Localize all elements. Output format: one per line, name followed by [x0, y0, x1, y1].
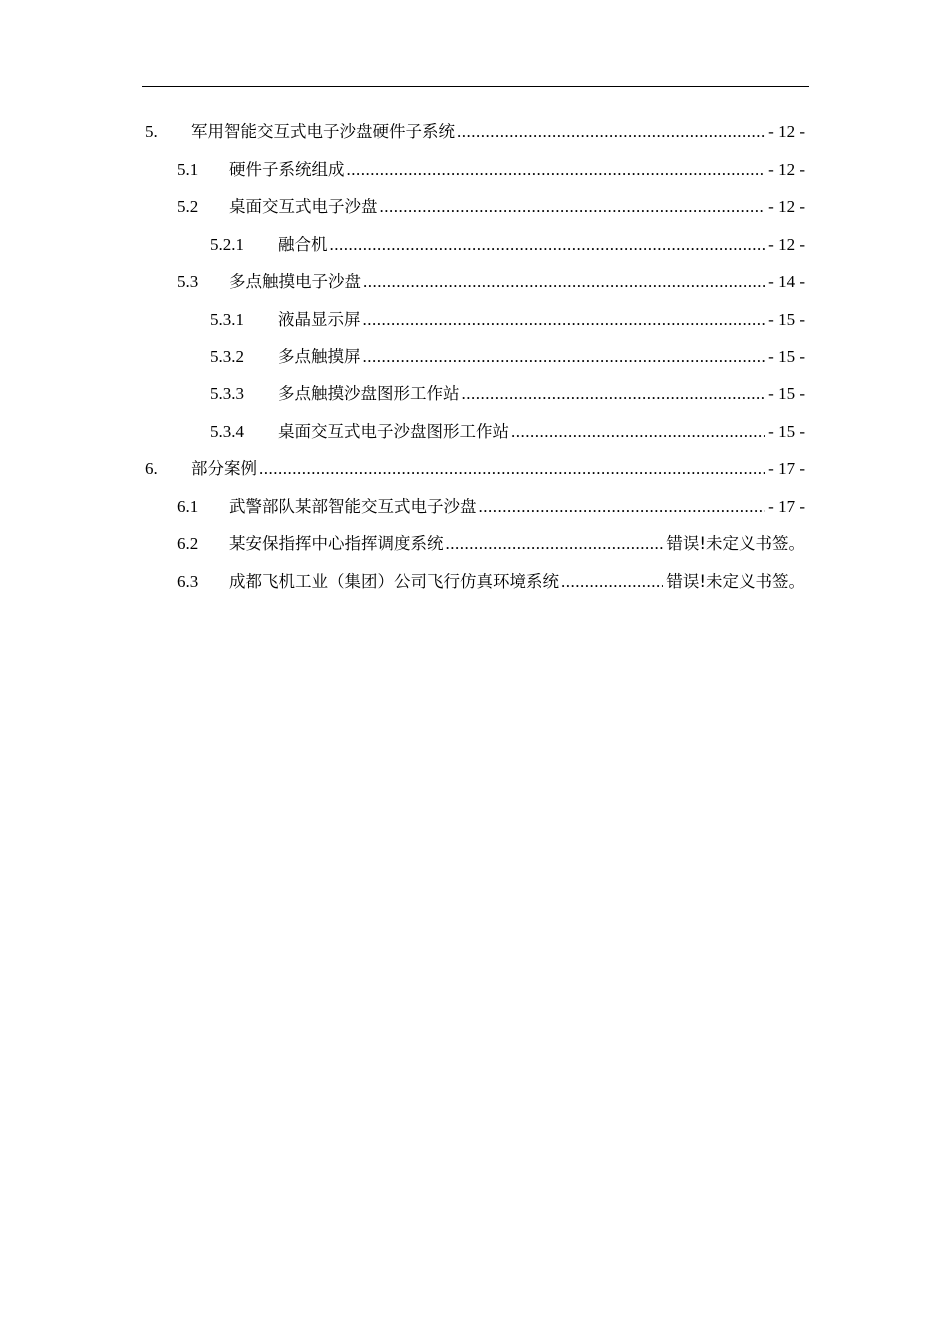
toc-entry[interactable] — [210, 379, 805, 409]
toc-dot-leader — [457, 117, 765, 147]
toc-entry-page: - 15 - — [768, 347, 805, 366]
toc-entry-number: 5.3.2 — [210, 347, 244, 366]
toc-entry-number: 6.3 — [177, 572, 199, 591]
toc-entry-title: 成都飞机工业（集团）公司飞行仿真环境系统 — [229, 572, 559, 591]
toc-entry[interactable] — [177, 267, 805, 297]
toc-entry-title: 多点触摸电子沙盘 — [229, 272, 361, 291]
toc-entry-number: 6.2 — [177, 534, 199, 553]
toc-entry-number: 5.1 — [177, 160, 199, 179]
toc-entry-title: 桌面交互式电子沙盘图形工作站 — [278, 422, 509, 441]
toc-entry[interactable] — [177, 155, 805, 185]
toc-entry-number: 6.1 — [177, 497, 199, 516]
toc-entry[interactable] — [145, 117, 805, 147]
toc-entry[interactable] — [210, 305, 805, 335]
toc-entry-page: - 12 - — [768, 160, 805, 179]
header-rule — [142, 86, 809, 87]
toc-entry[interactable] — [177, 567, 805, 597]
toc-entry-page: - 12 - — [768, 122, 805, 141]
toc-entry-page: - 15 - — [768, 384, 805, 403]
toc-entry-number: 5.3.4 — [210, 422, 244, 441]
toc-entry[interactable] — [177, 529, 805, 559]
toc-entry-number: 5. — [145, 122, 158, 141]
toc-dot-leader — [561, 567, 663, 597]
toc-dot-leader — [347, 155, 766, 185]
toc-dot-leader — [363, 305, 766, 335]
toc-dot-leader — [363, 267, 765, 297]
toc-dot-leader — [330, 230, 766, 260]
toc-entry-page: - 17 - — [768, 459, 805, 478]
toc-entry-page: - 12 - — [768, 235, 805, 254]
toc-entry-page: 错误!未定义书签。 — [666, 572, 805, 591]
toc-entry-page: - 15 - — [768, 310, 805, 329]
toc-entry-title: 部分案例 — [191, 459, 257, 478]
toc-entry-number: 5.3.1 — [210, 310, 244, 329]
toc-entry-number: 6. — [145, 459, 158, 478]
toc-entry[interactable] — [210, 342, 805, 372]
toc-entry-number: 5.2.1 — [210, 235, 244, 254]
toc-entry-page: - 15 - — [768, 422, 805, 441]
toc-dot-leader — [380, 192, 766, 222]
toc-entry-title: 液晶显示屏 — [278, 310, 361, 329]
toc-entry-title: 融合机 — [278, 235, 328, 254]
toc-entry[interactable] — [177, 492, 805, 522]
toc-entry[interactable] — [177, 192, 805, 222]
toc-dot-leader — [446, 529, 664, 559]
toc-entry-page: - 17 - — [768, 497, 805, 516]
toc-entry-number: 5.2 — [177, 197, 199, 216]
toc-entry[interactable] — [210, 230, 805, 260]
toc-entry-page: - 14 - — [768, 272, 805, 291]
toc-entry-title: 多点触摸屏 — [278, 347, 361, 366]
toc-entry-title: 军用智能交互式电子沙盘硬件子系统 — [191, 122, 455, 141]
toc-dot-leader — [462, 379, 766, 409]
toc-entry-title: 某安保指挥中心指挥调度系统 — [229, 534, 444, 553]
toc-entry-title: 桌面交互式电子沙盘 — [229, 197, 378, 216]
toc-entry-number: 5.3 — [177, 272, 199, 291]
toc-entry-number: 5.3.3 — [210, 384, 244, 403]
toc-entry-page: - 12 - — [768, 197, 805, 216]
toc-entry[interactable] — [145, 454, 805, 484]
toc-dot-leader — [479, 492, 766, 522]
toc-dot-leader — [511, 417, 765, 447]
toc-entry-title: 硬件子系统组成 — [229, 160, 345, 179]
toc-dot-leader — [259, 454, 765, 484]
toc-dot-leader — [363, 342, 766, 372]
toc-entry-title: 多点触摸沙盘图形工作站 — [278, 384, 460, 403]
toc-entry[interactable] — [210, 417, 805, 447]
toc-entry-title: 武警部队某部智能交互式电子沙盘 — [229, 497, 477, 516]
toc-entry-page: 错误!未定义书签。 — [666, 534, 805, 553]
